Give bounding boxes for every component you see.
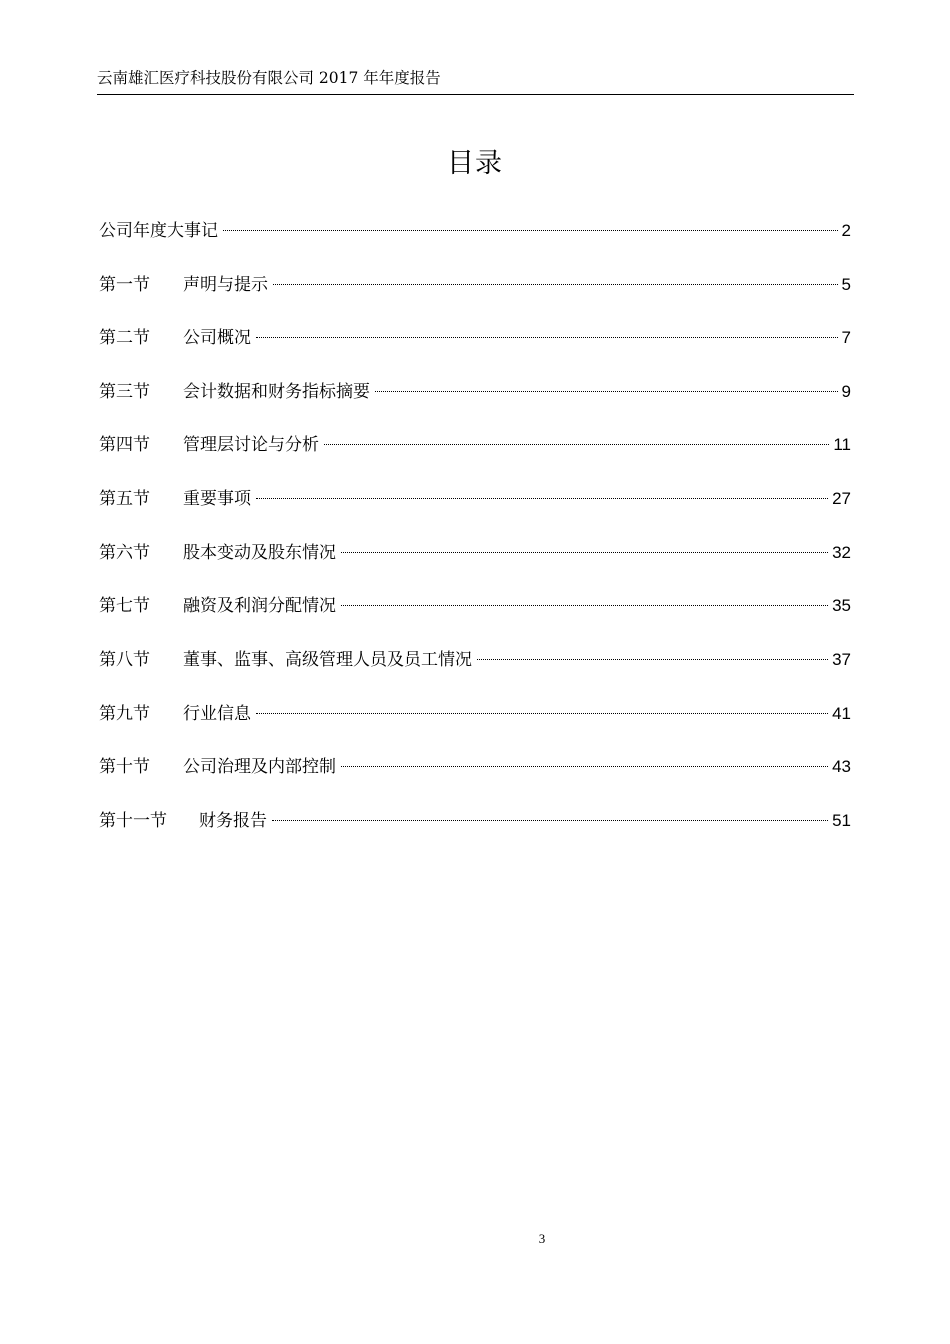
toc-entry-section: 第九节 bbox=[99, 704, 150, 724]
page-number: 3 bbox=[538, 1231, 546, 1246]
dot-leader bbox=[256, 713, 828, 714]
dot-leader bbox=[324, 444, 829, 445]
toc-entry-title: 董事、监事、高级管理人员及员工情况 bbox=[183, 650, 472, 670]
dot-leader bbox=[223, 230, 838, 231]
toc-entry-title: 管理层讨论与分析 bbox=[183, 435, 319, 455]
dot-leader bbox=[272, 820, 828, 821]
toc-entry-page: 9 bbox=[841, 382, 851, 401]
toc-entry-title: 股本变动及股东情况 bbox=[183, 543, 336, 563]
toc-entry-title: 行业信息 bbox=[183, 704, 251, 724]
toc-entry-section-8[interactable] bbox=[99, 646, 851, 674]
dot-leader bbox=[341, 605, 828, 606]
dot-leader bbox=[256, 337, 838, 338]
toc-entry-page: 35 bbox=[832, 596, 851, 615]
dot-leader bbox=[341, 766, 828, 767]
toc-entry-section: 第六节 bbox=[99, 543, 150, 563]
toc-entry-title: 声明与提示 bbox=[183, 275, 268, 295]
toc-entry-title: 公司概况 bbox=[183, 328, 251, 348]
toc-entry-section: 第一节 bbox=[99, 275, 150, 295]
toc-entry-page: 37 bbox=[832, 650, 851, 669]
toc-entry-section-10[interactable] bbox=[99, 753, 851, 781]
toc-entry-page: 41 bbox=[832, 704, 851, 723]
toc-entry-section-6[interactable] bbox=[99, 539, 851, 567]
toc-entry-events[interactable] bbox=[99, 217, 851, 245]
toc-entry-title: 公司年度大事记 bbox=[99, 221, 218, 241]
toc-entry-section: 第八节 bbox=[99, 650, 150, 670]
dot-leader bbox=[375, 391, 838, 392]
toc-entry-section: 第二节 bbox=[99, 328, 150, 348]
toc-entry-section-9[interactable] bbox=[99, 700, 851, 728]
toc-entry-page: 11 bbox=[833, 435, 851, 454]
running-header bbox=[97, 68, 854, 95]
toc-entry-section: 第三节 bbox=[99, 382, 150, 402]
toc-entry-title: 融资及利润分配情况 bbox=[183, 596, 336, 616]
toc-entry-page: 5 bbox=[841, 275, 851, 294]
running-header-text: 云南雄汇医疗科技股份有限公司 2017 年年度报告 bbox=[97, 69, 441, 87]
toc-entry-section: 第五节 bbox=[99, 489, 150, 509]
toc-entry-section-3[interactable] bbox=[99, 378, 851, 406]
toc-entry-section: 第七节 bbox=[99, 596, 150, 616]
dot-leader bbox=[341, 552, 828, 553]
toc-entry-page: 7 bbox=[841, 328, 851, 347]
toc-entry-section-5[interactable] bbox=[99, 485, 851, 513]
toc-entry-section-7[interactable] bbox=[99, 592, 851, 620]
toc-entry-page: 51 bbox=[832, 811, 851, 830]
toc-entry-page: 32 bbox=[832, 543, 851, 562]
toc-entry-title: 财务报告 bbox=[199, 811, 267, 831]
toc-entry-title: 重要事项 bbox=[183, 489, 251, 509]
toc-entry-page: 43 bbox=[832, 757, 851, 776]
toc-entry-section-4[interactable] bbox=[99, 431, 851, 459]
dot-leader bbox=[477, 659, 828, 660]
toc-entry-section: 第十节 bbox=[99, 757, 150, 777]
dot-leader bbox=[256, 498, 828, 499]
toc-entry-page: 27 bbox=[832, 489, 851, 508]
toc-entry-section-11[interactable] bbox=[99, 807, 851, 835]
toc-entry-title: 公司治理及内部控制 bbox=[183, 757, 336, 777]
toc-entry-section: 第十一节 bbox=[99, 811, 167, 831]
toc-entry-section: 第四节 bbox=[99, 435, 150, 455]
toc-title: 目录 bbox=[447, 148, 503, 179]
toc-entry-section-2[interactable] bbox=[99, 324, 851, 352]
toc-entry-title: 会计数据和财务指标摘要 bbox=[183, 382, 370, 402]
toc-entry-page: 2 bbox=[841, 221, 851, 240]
dot-leader bbox=[273, 284, 838, 285]
toc-entry-section-1[interactable] bbox=[99, 271, 851, 299]
